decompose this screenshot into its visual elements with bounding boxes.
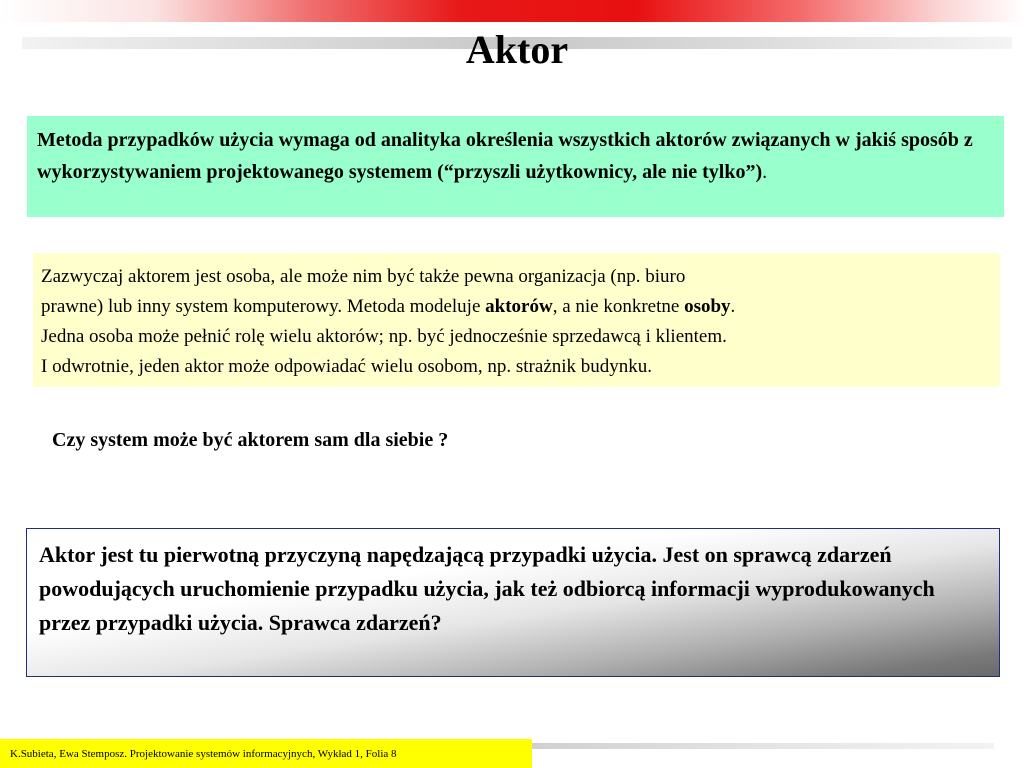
footer-citation: K.Subieta, Ewa Stemposz. Projektowanie systemów informacyjnych, Wykład 1, Folia 8 (0, 739, 532, 768)
emphasis-persons: osoby (684, 296, 731, 317)
explanation-line-2-part-2: , a nie konkretne (552, 296, 685, 317)
footer-decorative-band (532, 743, 994, 749)
slide-title: Aktor (465, 27, 569, 72)
explanation-line-2 (41, 292, 992, 322)
question-text: Czy system może być aktorem sam dla siebie ? (52, 429, 449, 451)
top-decorative-bar (0, 0, 1024, 22)
explanation-line-2-part-1: prawne) lub inny system komputerowy. Metoda modeluje (41, 296, 486, 317)
intro-text: Metoda przypadków użycia wymaga od analityka określenia wszystkich aktorów związanych w jakiś sposób z wykorzystywaniem projektowanego systemem (“przyszli użytkownicy, ale nie tylko”) (37, 129, 973, 183)
explanation-line-1: Zazwyczaj aktorem jest osoba, ale może nim być także pewna organizacja (np. biuro (41, 266, 686, 287)
intro-box (27, 116, 1004, 217)
definition-box (26, 528, 1000, 677)
explanation-line-3: Jedna osoba może pełnić rolę wielu aktorów; np. być jednocześnie sprzedawcą i klientem. (41, 326, 727, 347)
intro-text-end: . (762, 161, 768, 183)
explanation-line-2-part-3: . (730, 296, 736, 317)
explanation-box (33, 253, 1000, 387)
emphasis-actors: aktorów (485, 296, 553, 317)
definition-text: Aktor jest tu pierwotną przyczyną napędzającą przypadki użycia. Jest on sprawcą zdarzeń powodujących uruchomienie przypadku użycia, jak też odbiorcą informacji wyprodukowanych przez przypadki użycia. Sprawca zdarzeń? (39, 542, 935, 635)
explanation-line-4: I odwrotnie, jeden aktor może odpowiadać wielu osobom, np. strażnik budynku. (41, 356, 653, 377)
